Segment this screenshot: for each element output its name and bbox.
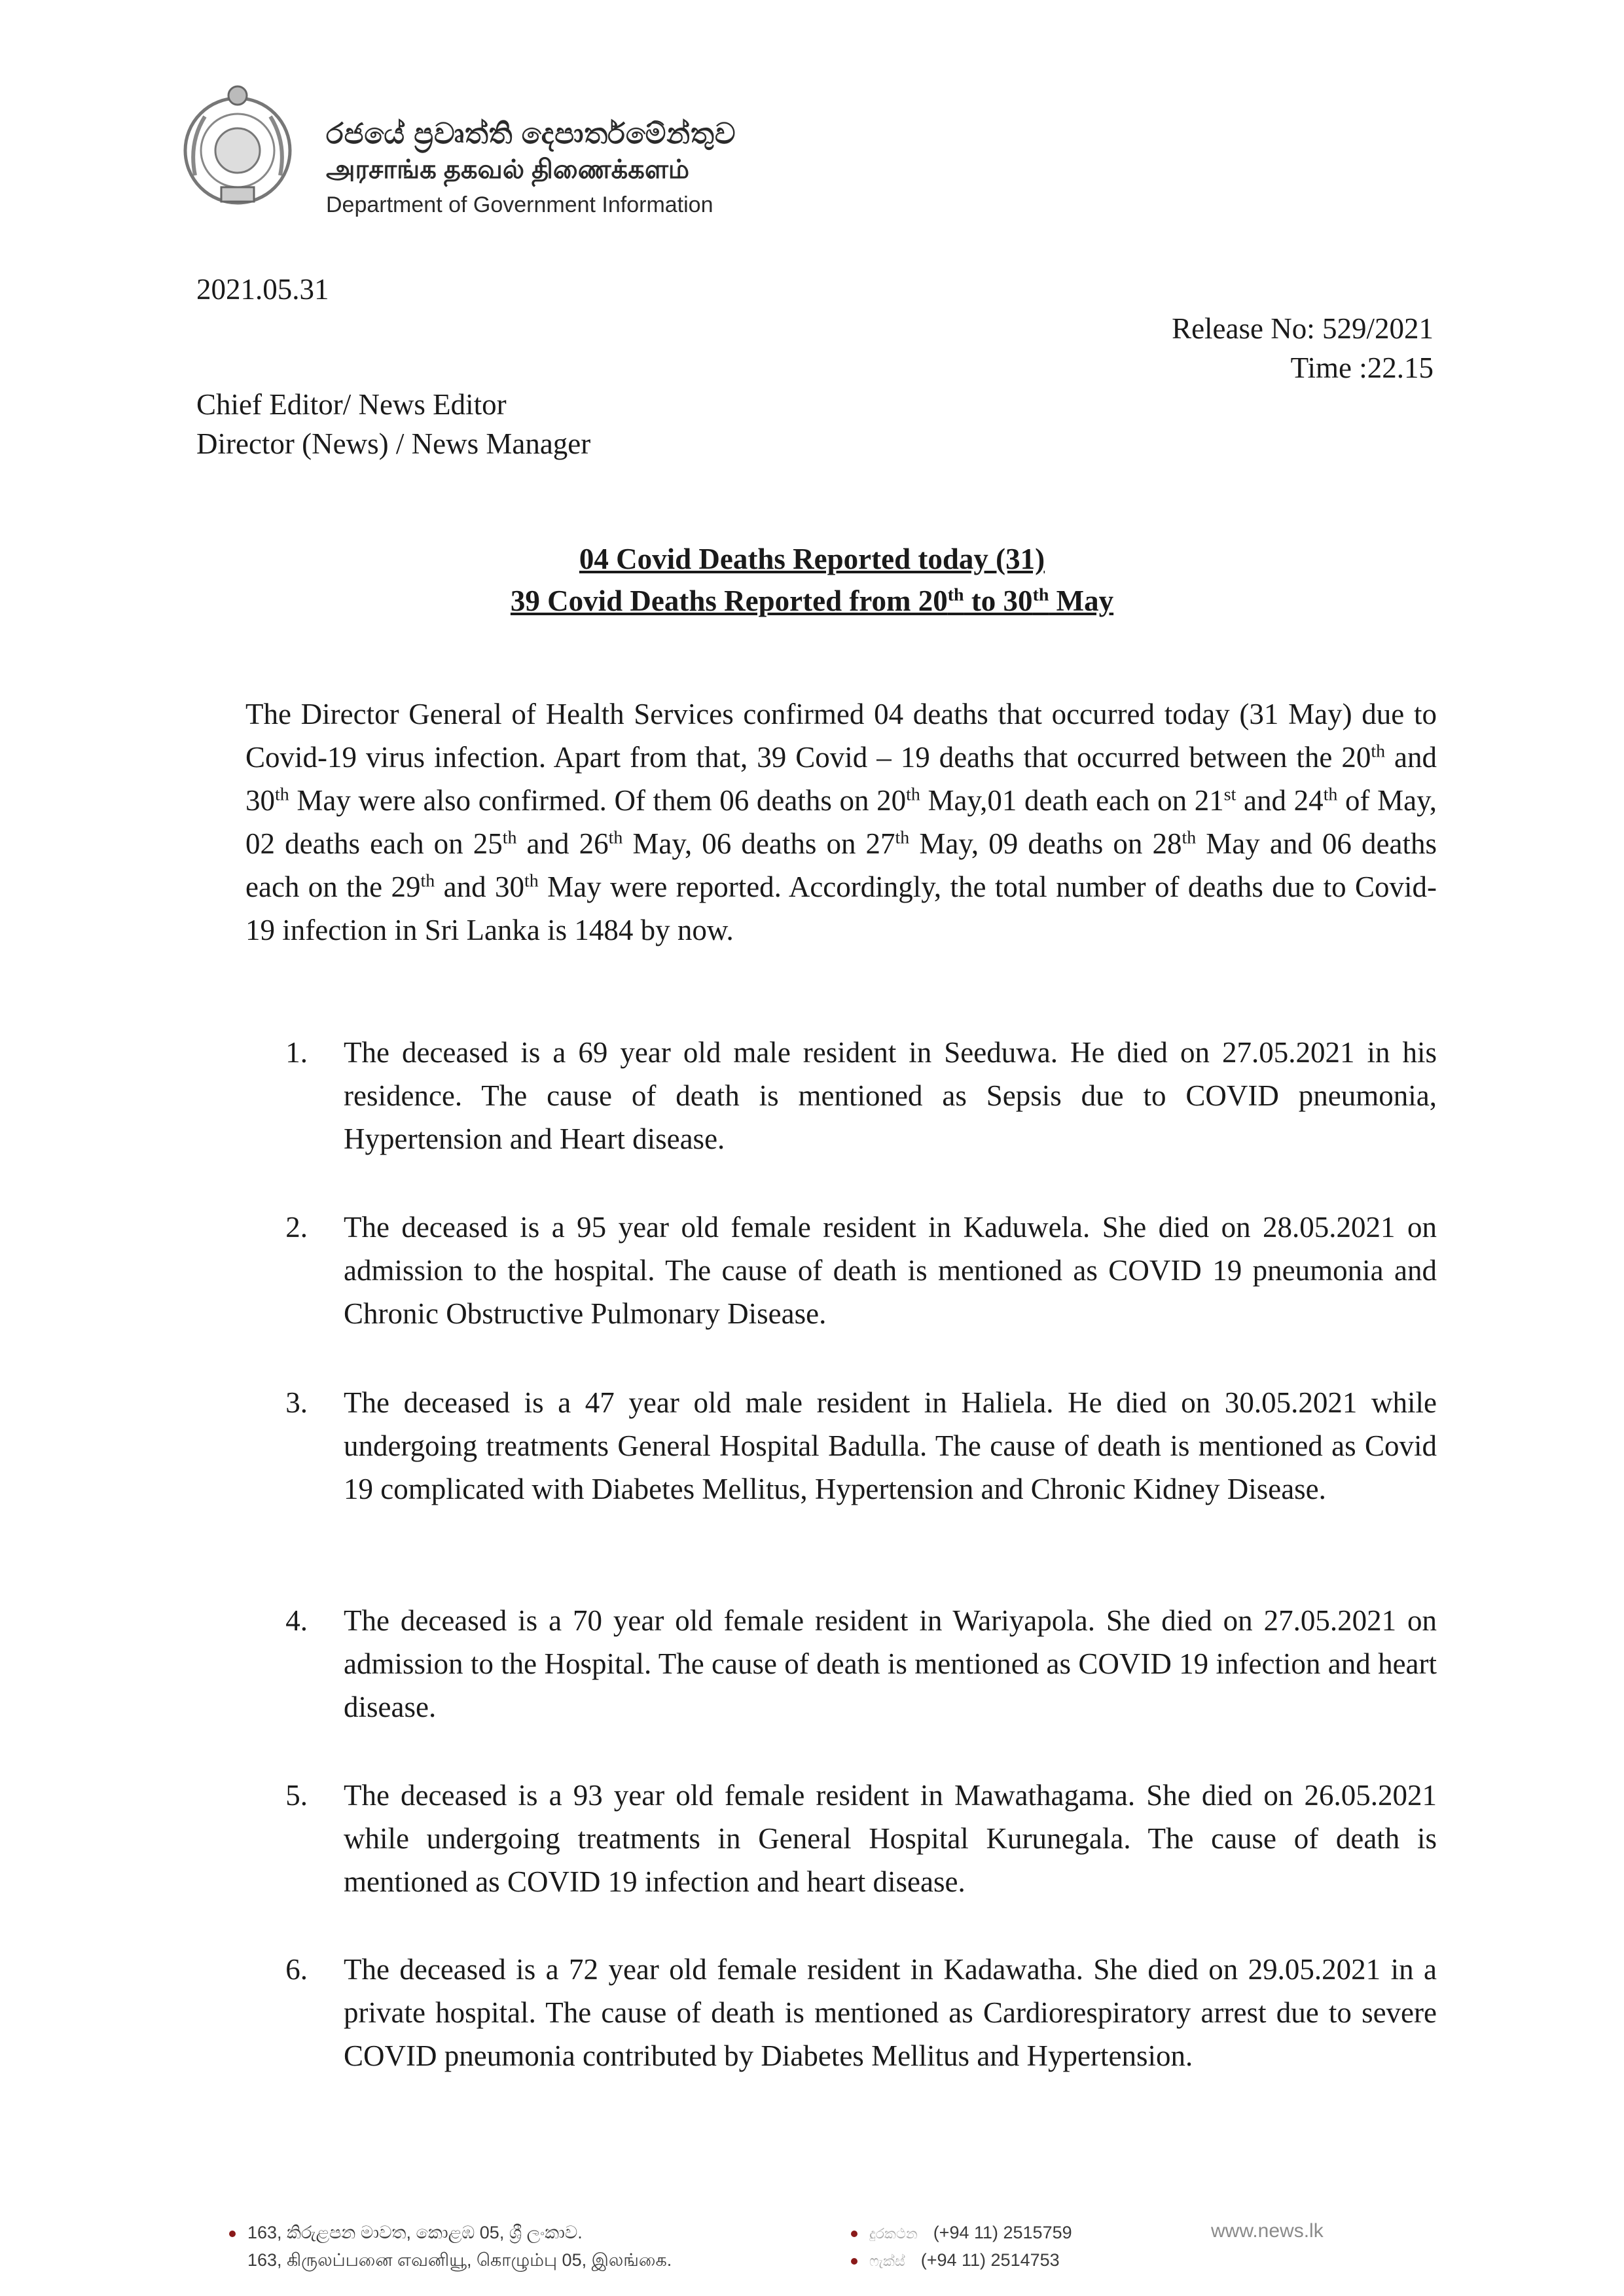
- footer-address-tamil: 163, கிருலப்பனை எவனியூ, கொழும்பு 05, இலங்கை.: [247, 2250, 672, 2270]
- letterhead: [326, 117, 736, 223]
- footer-telephone: දුරකථන (+94 11) 2515759: [851, 2223, 1072, 2243]
- list-item: The deceased is a 93 year old female resident in Mawathagama. She died on 26.05.2021 while undergoing treatments in General Hospital Kurunegala. The cause of death is mentioned as COVID 19 infection and heart disease.: [344, 1779, 1437, 1898]
- list-item: The deceased is a 70 year old female resident in Wariyapola. She died on 27.05.2021 on admission to the Hospital. The cause of death is mentioned as COVID 19 infection and heart disease.: [344, 1604, 1437, 1723]
- government-seal-icon: [169, 77, 306, 215]
- list-item: The deceased is a 47 year old male resident in Haliela. He died on 30.05.2021 while undergoing treatments General Hospital Badulla. The cause of death is mentioned as Covid 19 complicated with Diabetes Mellitus, Hypertension and Chronic Kidney Disease.: [344, 1386, 1437, 1505]
- list-item: The deceased is a 72 year old female resident in Kadawatha. She died on 29.05.2021 in a private hospital. The cause of death is mentioned as Cardiorespiratory arrest due to severe COVID pneumonia contributed by Diabetes Mellitus and Hypertension.: [344, 1953, 1437, 2072]
- headline-line-1: 04 Covid Deaths Reported today (31): [579, 543, 1045, 575]
- bullet-icon: [851, 2258, 857, 2265]
- addressee-line-1: Chief Editor/ News Editor: [196, 388, 507, 421]
- list-item-number: 6.: [285, 1953, 308, 1986]
- release-time: Time :22.15: [1290, 351, 1434, 384]
- department-name-english: Department of Government Information: [326, 192, 713, 217]
- addressee-line-2: Director (News) / News Manager: [196, 427, 591, 460]
- bullet-icon: [851, 2231, 857, 2237]
- release-number: Release No: 529/2021: [1172, 312, 1434, 345]
- list-item-number: 3.: [285, 1386, 308, 1419]
- release-date: 2021.05.31: [196, 273, 329, 306]
- headline-line-2: 39 Covid Deaths Reported from 20th to 30th May: [510, 584, 1114, 617]
- footer-address-sinhala: 163, කිරුළපන මාවත, කොළඹ 05, ශ්‍රී ලංකාව.: [229, 2223, 583, 2244]
- list-item: The deceased is a 69 year old male resident in Seeduwa. He died on 27.05.2021 in his residence. The cause of death is mentioned as Sepsis due to COVID pneumonia, Hypertension and Heart disease.: [344, 1036, 1437, 1155]
- list-item-number: 4.: [285, 1604, 308, 1637]
- department-name-tamil: அரசாங்க தகவல் திணைக்களம்: [326, 155, 690, 184]
- bullet-icon: [229, 2231, 236, 2237]
- intro-paragraph: The Director General of Health Services confirmed 04 deaths that occurred today (31 May) due to Covid-19 virus infection. Apart from that, 39 Covid – 19 deaths that occurred between the 20th and 30th May were also confirmed. Of them 06 deaths on 20th May,01 death each on 21st and 24th of May, 02 deaths each on 25th and 26th May, 06 deaths on 27th May, 09 deaths on 28th May and 06 deaths each on the 29th and 30th May were reported. Accordingly, the total number of deaths due to Covid-19 infection in Sri Lanka is 1484 by now.: [245, 698, 1437, 946]
- footer-website: www.news.lk: [1211, 2220, 1324, 2242]
- footer-fax: ෆැක්ස් (+94 11) 2514753: [851, 2250, 1060, 2270]
- department-name-sinhala: රජයේ ප්‍රවෘත්ති දෙපාර්තමේන්තුව: [326, 118, 736, 150]
- list-item-number: 2.: [285, 1211, 308, 1244]
- list-item-number: 1.: [285, 1036, 308, 1069]
- list-item-number: 5.: [285, 1779, 308, 1812]
- list-item: The deceased is a 95 year old female resident in Kaduwela. She died on 28.05.2021 on admission to the hospital. The cause of death is mentioned as COVID 19 pneumonia and Chronic Obstructive Pulmonary Disease.: [344, 1211, 1437, 1330]
